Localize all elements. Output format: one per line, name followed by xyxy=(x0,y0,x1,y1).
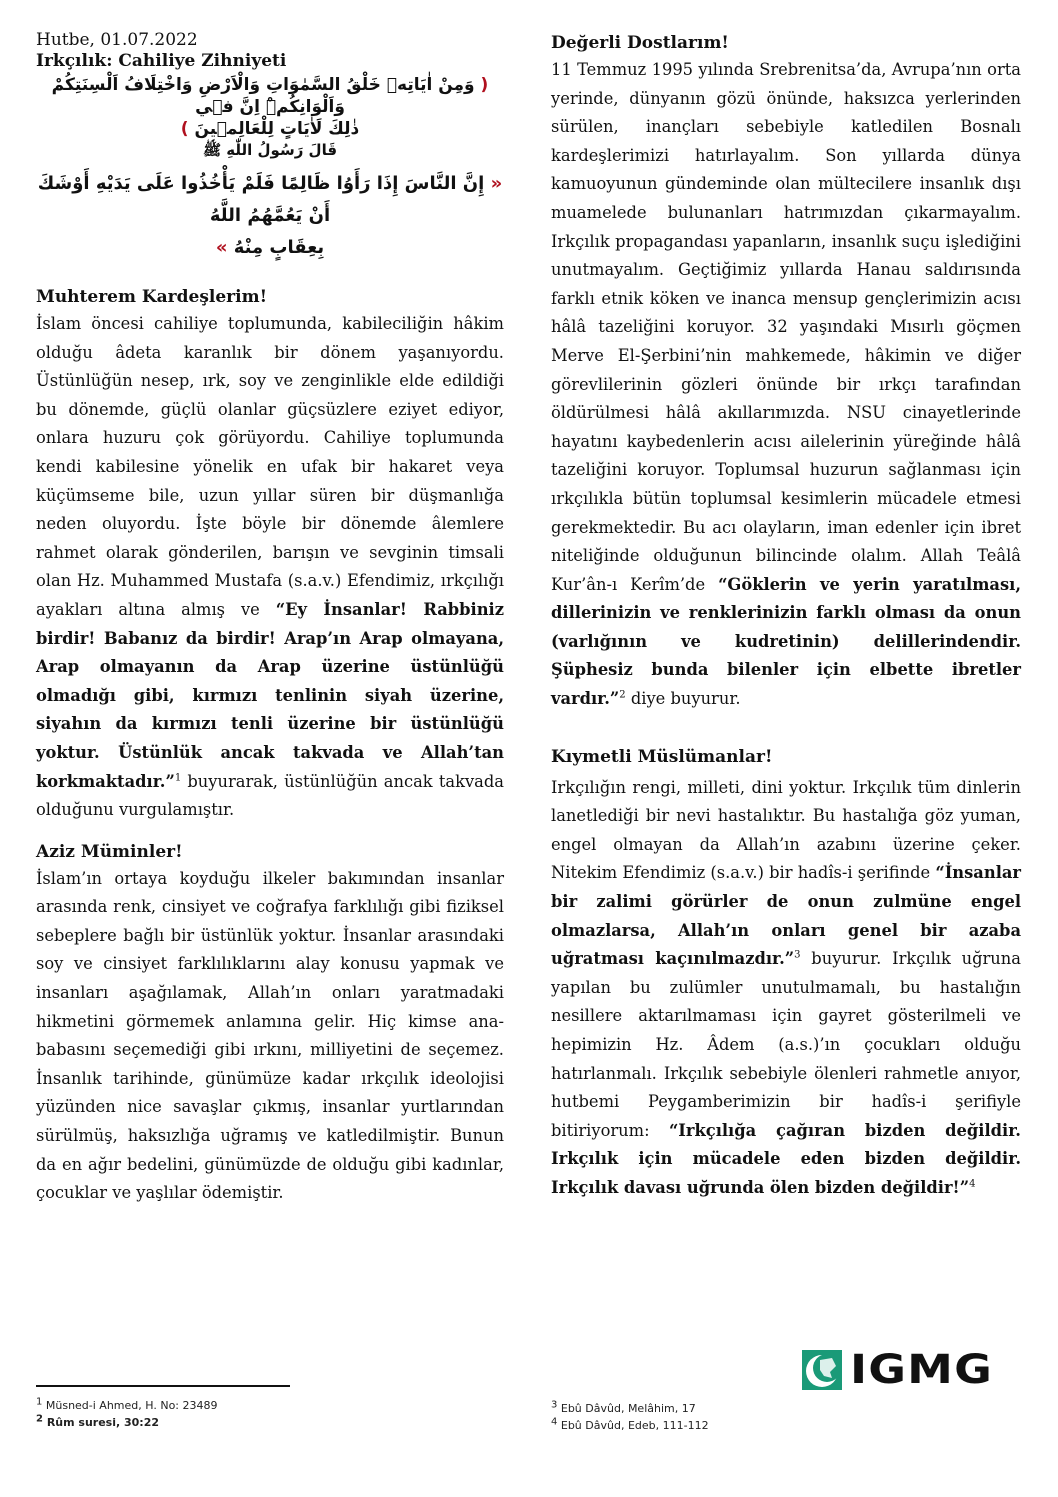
section-paragraph xyxy=(551,56,1021,714)
section-paragraph xyxy=(36,310,504,825)
footnote-item xyxy=(36,1414,290,1431)
footnote-item xyxy=(551,1400,709,1417)
section-heading: Kıymetli Müslümanlar! xyxy=(551,746,773,767)
sermon-date: Hutbe, 01.07.2022 xyxy=(36,30,198,50)
paragraph-text: Irkçılığın rengi, milleti, dini yoktur. Irkçılık tüm dinlerin lanetlediği bir nevi hastalıktır. Bu hastalığa göz yuman, engel olmayan da Allah’ın azabını üzerine çeker. Nitekim Efendimiz (s.a.v.) bir hadîs-i şerifinde xyxy=(551,777,1021,883)
right-column xyxy=(551,30,1021,1203)
crescent-globe-icon xyxy=(802,1350,842,1390)
verse-quote: “Göklerin ve yerin yaratılması, dillerinizin ve renklerinizin farklı olması da onun (varlığının ve kudretinin) delillerindendir. Şüphesiz bunda bilenler için elbette ibretler vardır.” xyxy=(551,574,1021,709)
igmg-logo xyxy=(802,1347,994,1393)
verse-line-1: وَمِنْ اٰيَاتِه۪ خَلْقُ السَّمٰوَاتِ وَالْاَرْضِ وَاخْتِلَافُ اَلْسِنَتِكُمْ وَاَلْوَانِكُمْۜ اِنَّ ف۪ي xyxy=(51,75,475,117)
footnote-text: Ebû Dâvûd, Melâhim, 17 xyxy=(560,1402,696,1415)
section-paragraph xyxy=(551,774,1021,1203)
sermon-title: Irkçılık: Cahiliye Zihniyeti xyxy=(36,51,287,71)
hadith-quote: “İnsanlar bir zalimi görürler de onun zulmüne engel olmazlarsa, Allah’ın onları genel bir azaba uğratması kaçınılmazdır.” xyxy=(551,863,1022,969)
paragraph-text: 11 Temmuz 1995 yılında Srebrenitsa’da, Avrupa’nın orta yerinde, dünyanın gözü önünde, haksızca yerlerinden sürülen, inançları sebebiyle katledilen Bosnalı kardeşlerimizi hatırlayalım. Son yıllarda dünya kamuoyunun gündeminde olan mültecilere insanlık dışı muamelede bulunanları hatrımızdan çıkarmayalım. Irkçılık propagandası yapanların, insanlık suçu işlediğini unutmayalım. Geçtiğimiz yıllarda Hanau saldırısında farklı etnik köken ve inanca mensup gençlerimizin acısı hâlâ tazeliğini koruyor. 32 yaşındaki Mısırlı göçmen Merve El-Şerbini’nin mahkemede, hâkimin ve diğer görevlilerinin gözleri önünde bir ırkçı tarafından öldürülmesi hâlâ akıllarımızda. NSU cinayetlerinde hayatını kaybedenlerin acısı ailelerinin yüreğinde hâlâ tazeliğini koruyor. Toplumsal huzurun sağlanması için ırkçılıkla bütün toplumsal kesimlerin mücadele etmesi gerekmektedir. Bu acı olayların, iman edenler için ibret niteliğinde olduğunun bilincinde olalım. Allah Teâlâ Kur’ân-ı Kerîm’de xyxy=(551,60,1021,594)
footnote-ref[interactable]: 4 xyxy=(969,1178,976,1190)
section-heading: Aziz Müminler! xyxy=(36,841,183,862)
footnote-number: 1 xyxy=(36,1396,43,1408)
footnote-item xyxy=(551,1417,709,1434)
arabic-qala: قَالَ رَسُولُ اللّٰهِ ﷺ xyxy=(202,141,338,159)
footnote-number: 3 xyxy=(551,1399,558,1411)
footnote-text: Rûm suresi, 30:22 xyxy=(46,1416,160,1429)
verse-close-paren: ) xyxy=(180,119,189,139)
left-column xyxy=(36,30,504,1208)
paragraph-text: İslam öncesi cahiliye toplumunda, kabileciliğin hâkim olduğu âdeta karanlık bir dönem yaşanıyordu. Üstünlüğün nesep, ırk, soy ve zenginlikle elde edildiği bu dönemde, güçlü olanlar güçsüzlere eziyet ediyor, onlara huzuru çok görüyordu. Cahiliye toplumunda kendi kabilesine yönelik en ufak bir hakaret veya küçümseme bile, uzun yıllar süren bir düşmanlığa neden oluyordu. İşte böyle bir dönemde âlemlere rahmet olarak gönderilen, barışın ve sevginin timsali olan Hz. Muhammed Mustafa (s.a.v.) Efendimiz, ırkçılığı ayakları altına almış ve xyxy=(36,314,504,619)
footnote-text: Müsned-i Ahmed, H. No: 23489 xyxy=(45,1399,218,1412)
footnote-item xyxy=(36,1397,290,1414)
arabic-hadith xyxy=(36,168,504,264)
verse-line-2: ذٰلِكَ لَاٰيَاتٍ لِلْعَالِم۪ينَ xyxy=(194,119,360,139)
arabic-verse xyxy=(36,74,504,140)
section-heading: Değerli Dostlarım! xyxy=(551,33,729,53)
section-heading: Muhterem Kardeşlerim! xyxy=(36,287,268,307)
footnote-text: Ebû Dâvûd, Edeb, 111-112 xyxy=(560,1419,709,1432)
paragraph-tail: buyurarak, üstünlüğün ancak takvada olduğunu vurgulamıştır. xyxy=(36,771,504,820)
hadith-open-quote: « xyxy=(490,173,503,194)
footnote-ref[interactable]: 1 xyxy=(174,772,182,784)
hadith-quote: “Ey İnsanlar! Rabbiniz birdir! Babanız da birdir! Arap’ın Arap olmayana, Arap olmayanın da Arap üzerine üstünlüğü olmadığı gibi, kırmızı tenlinin siyah üzerine, siyahın da kırmızı tenli üzerine bir üstünlüğü yoktur. Üstünlük ancak takvada ve Allah’tan korkmaktadır.” xyxy=(36,599,504,791)
hadith-line-2: بِعِقَابٍ مِنْهُ xyxy=(233,237,325,258)
footnotes-left xyxy=(36,1385,290,1431)
paragraph-tail: diye buyurur. xyxy=(625,689,741,709)
logo-text: IGMG xyxy=(850,1347,994,1393)
footnote-ref[interactable]: 3 xyxy=(794,949,801,961)
section-paragraph: İslam’ın ortaya koyduğu ilkeler bakımından insanlar arasında renk, cinsiyet ve coğrafya farklılığı gibi fiziksel sebeplere bağlı bir üstünlük yoktur. İnsanlar arasındaki soy ve cinsiyet farklılıklarını alay konusu yapmak ve insanları aşağılamak, Allah’ın onları yaratmadaki hikmetini görmemek anlamına gelir. Hiç kimse ana-babasını seçemediği gibi ırkını, milliyetini de seçemez. İnsanlık tarihinde, günümüze kadar ırkçılık ideolojisi yüzünden nice savaşlar çıkmış, insanlar yurtlarından sürülmüş, haksızlığa uğramış ve katledilmiştir. Bunun da en ağır bedelini, günümüzde de olduğu gibi kadınlar, çocuklar ve yaşlılar ödemiştir. xyxy=(36,868,504,1203)
hadith-close-quote: » xyxy=(215,237,228,258)
verse-open-paren: ( xyxy=(480,75,489,95)
closing-hadith-quote: “Irkçılığa çağıran bizden değildir. Irkçılık için mücadele eden bizden değildir. Irkçılık davası uğrunda ölen bizden değildir!” xyxy=(551,1120,1021,1197)
footnotes-right xyxy=(551,1400,709,1434)
paragraph-tail: buyurur. Irkçılık uğruna yapılan bu zulümler unutulmamalı, bu hastalığın nesillere aktarılmaması için gayret gösterilmeli ve hepimizin Hz. Âdem (a.s.)’ın çocukları olduğu hatırlanmalı. Irkçılık sebebiyle ölenleri rahmetle anıyor, hutbemi Peygamberimizin bir hadîs-i şerifiyle bitiriyorum: xyxy=(551,949,1021,1140)
footnote-ref[interactable]: 2 xyxy=(619,689,626,701)
footnote-number: 2 xyxy=(36,1413,43,1425)
hadith-line-1: إِنَّ النَّاسَ إِذَا رَأَوُا ظَالِمًا فَلَمْ يَأْخُذُوا عَلَى يَدَيْهِ أَوْشَكَ أَنْ يَعُمَّهُمُ اللَّهُ xyxy=(37,173,485,226)
footnote-divider xyxy=(36,1385,290,1387)
footnote-number: 4 xyxy=(551,1416,558,1428)
